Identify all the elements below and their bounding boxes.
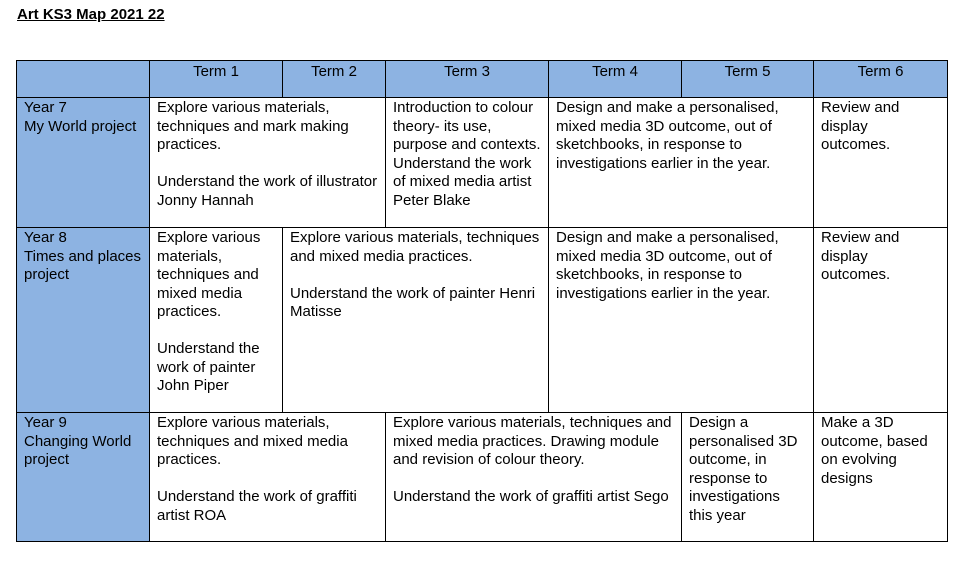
year-8-term-6: Review and display outcomes. [814, 228, 948, 413]
year-7-term-6: Review and display outcomes. [814, 98, 948, 228]
curriculum-map-table [16, 60, 948, 542]
year-7-terms-1-2: Explore various materials, techniques and mark making practices. Understand the work of illustrator Jonny Hannah [150, 98, 386, 228]
year-8-term-1: Explore various materials, techniques and mixed media practices. Understand the work of painter John Piper [150, 228, 283, 413]
year-8-terms-4-5: Design and make a personalised, mixed media 3D outcome, out of sketchbooks, in response to investigations earlier in the year. [549, 228, 814, 413]
header-term-2: Term 2 [283, 61, 386, 98]
year-9-term-5: Design a personalised 3D outcome, in response to investigations this year [682, 413, 814, 542]
header-term-5: Term 5 [682, 61, 814, 98]
header-term-4: Term 4 [549, 61, 682, 98]
year-7-terms-4-5: Design and make a personalised, mixed media 3D outcome, out of sketchbooks, in response to investigations earlier in the year. [549, 98, 814, 228]
header-term-1: Term 1 [150, 61, 283, 98]
header-row [17, 61, 948, 98]
row-year-7 [17, 98, 948, 228]
year-9-terms-3-4: Explore various materials, techniques and mixed media practices. Drawing module and revision of colour theory. Understand the work of graffiti artist Sego [386, 413, 682, 542]
document-title: Art KS3 Map 2021 22 [17, 6, 165, 23]
year-7-label: Year 7 My World project [17, 98, 150, 228]
header-corner [17, 61, 150, 98]
year-7-term-3: Introduction to colour theory- its use, purpose and contexts. Understand the work of mixed media artist Peter Blake [386, 98, 549, 228]
row-year-9 [17, 413, 948, 542]
year-9-terms-1-2: Explore various materials, techniques and mixed media practices. Understand the work of graffiti artist ROA [150, 413, 386, 542]
year-9-label: Year 9 Changing World project [17, 413, 150, 542]
year-8-terms-2-3: Explore various materials, techniques and mixed media practices. Understand the work of painter Henri Matisse [283, 228, 549, 413]
header-term-6: Term 6 [814, 61, 948, 98]
year-9-term-6: Make a 3D outcome, based on evolving designs [814, 413, 948, 542]
row-year-8 [17, 228, 948, 413]
header-term-3: Term 3 [386, 61, 549, 98]
year-8-label: Year 8 Times and places project [17, 228, 150, 413]
